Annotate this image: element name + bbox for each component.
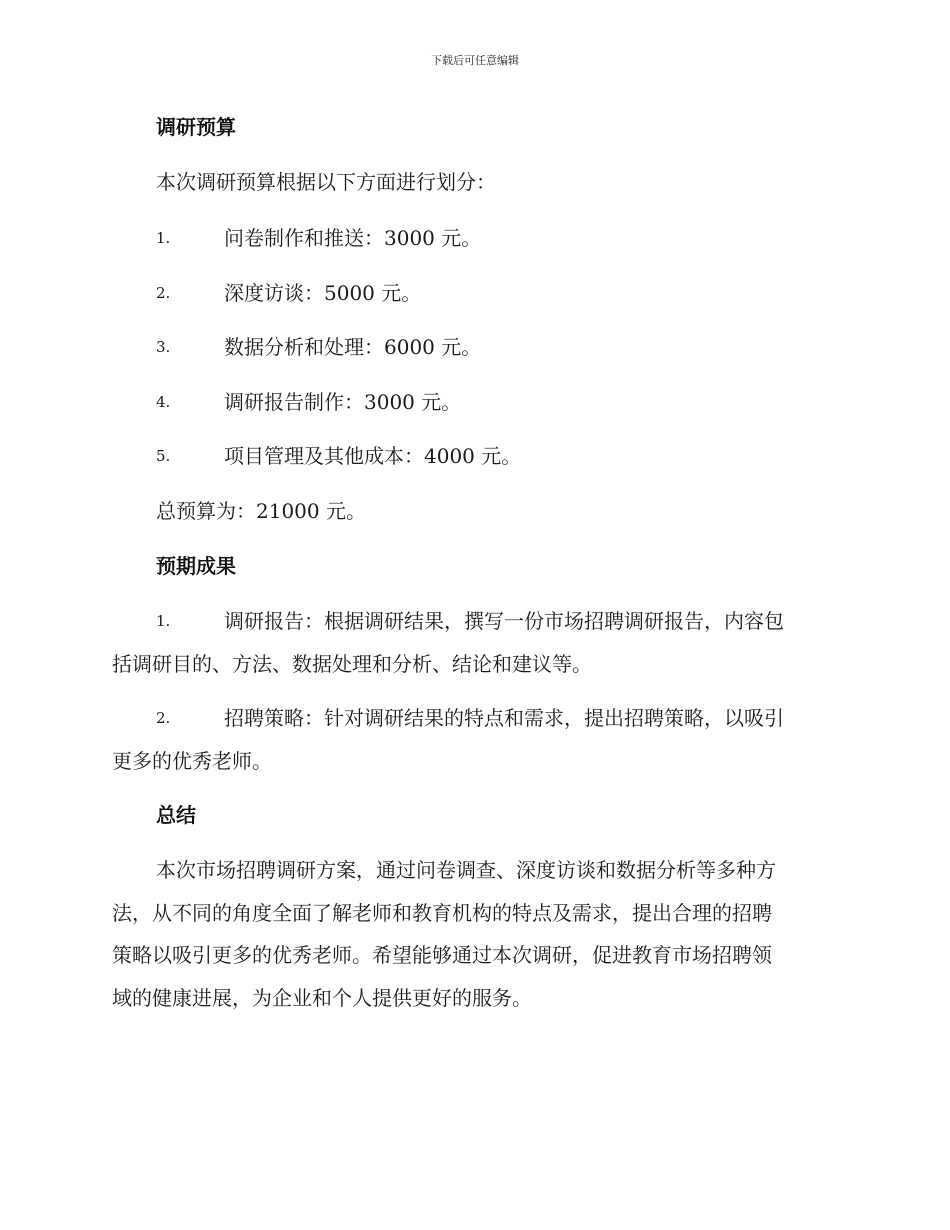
results-item-number: 1. [156,612,171,630]
summary-paragraph-line: 策略以吸引更多的优秀老师。希望能够通过本次调研，促进教育市场招聘领 [112,943,772,967]
budget-intro: 本次调研预算根据以下方面进行划分： [156,170,496,194]
summary-paragraph-line: 法，从不同的角度全面了解老师和教育机构的特点及需求，提出合理的招聘 [112,901,772,925]
summary-paragraph-line: 本次市场招聘调研方案，通过问卷调查、深度访谈和数据分析等多种方 [156,858,776,882]
page-header-note: 下载后可任意编辑 [431,54,519,67]
results-item-continuation: 更多的优秀老师。 [112,749,272,773]
budget-item-number: 1. [156,229,171,247]
budget-item-text: 深度访谈：5000 元。 [224,281,422,305]
budget-item-text: 调研报告制作：3000 元。 [224,390,462,414]
budget-item-text: 数据分析和处理：6000 元。 [224,335,482,359]
budget-total: 总预算为：21000 元。 [156,499,366,523]
results-item-continuation: 括调研目的、方法、数据处理和分析、结论和建议等。 [112,652,592,676]
results-item-text: 招聘策略：针对调研结果的特点和需求，提出招聘策略，以吸引 [224,706,784,730]
budget-item-number: 4. [156,393,171,411]
budget-item-text: 问卷制作和推送：3000 元。 [224,226,482,250]
results-item-text: 调研报告：根据调研结果，撰写一份市场招聘调研报告，内容包 [224,609,784,633]
budget-item-number: 5. [156,447,171,465]
budget-item-number: 3. [156,338,171,356]
budget-item-number: 2. [156,284,171,302]
results-heading: 预期成果 [156,554,236,578]
summary-heading: 总结 [156,803,196,827]
budget-item-text: 项目管理及其他成本：4000 元。 [224,444,522,468]
budget-heading: 调研预算 [156,115,236,139]
summary-paragraph-line: 域的健康进展，为企业和个人提供更好的服务。 [112,986,532,1010]
results-item-number: 2. [156,709,171,727]
